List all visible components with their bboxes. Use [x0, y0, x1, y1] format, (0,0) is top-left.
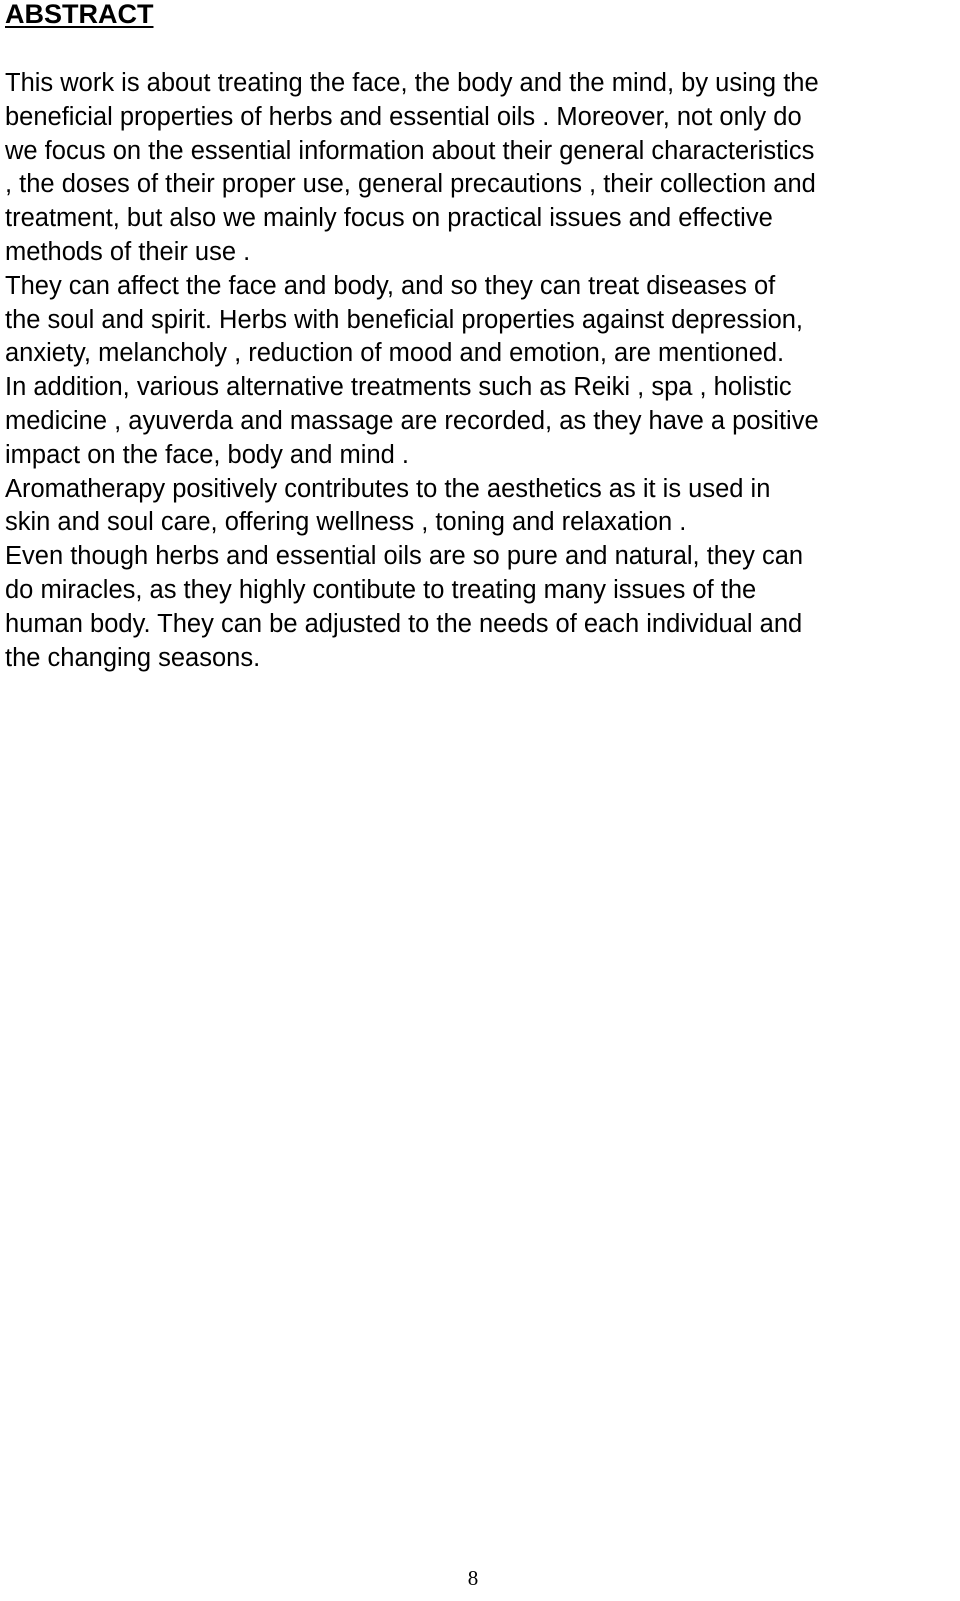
page-number: 8: [467, 1566, 479, 1590]
text-line: Aromatherapy positively contributes to the aesthetics as it is used in: [5, 474, 771, 503]
text-line: the soul and spirit. Herbs with beneficial properties against depression,: [5, 305, 804, 334]
text-line: impact on the face, body and mind .: [5, 440, 409, 469]
text-line: This work is about treating the face, the body and the mind, by using the: [5, 69, 819, 97]
text-line: , the doses of their proper use, general precautions , their collection and: [5, 170, 816, 199]
text-line: we focus on the essential information about their general characteristics: [5, 136, 815, 165]
text-line: Even though herbs and essential oils are so pure and natural, they can: [5, 542, 804, 571]
abstract-heading: ABSTRACT: [5, 0, 154, 29]
text-line: They can affect the face and body, and so they can treat diseases of: [5, 271, 776, 300]
abstract-body: [5, 67, 945, 675]
text-line: In addition, various alternative treatments such as Reiki , spa , holistic: [5, 373, 792, 402]
text-line: human body. They can be adjusted to the needs of each individual and: [5, 609, 803, 638]
text-line: do miracles, as they highly contibute to treating many issues of the: [5, 575, 757, 604]
text-line: beneficial properties of herbs and essential oils . Moreover, not only do: [5, 102, 802, 131]
text-line: the changing seasons.: [5, 643, 261, 672]
text-line: methods of their use .: [5, 237, 251, 266]
text-line: anxiety, melancholy , reduction of mood and emotion, are mentioned.: [5, 339, 785, 368]
text-line: skin and soul care, offering wellness , toning and relaxation .: [5, 508, 687, 537]
text-line: medicine , ayuverda and massage are recorded, as they have a positive: [5, 406, 819, 435]
text-line: treatment, but also we mainly focus on practical issues and effective: [5, 204, 773, 233]
